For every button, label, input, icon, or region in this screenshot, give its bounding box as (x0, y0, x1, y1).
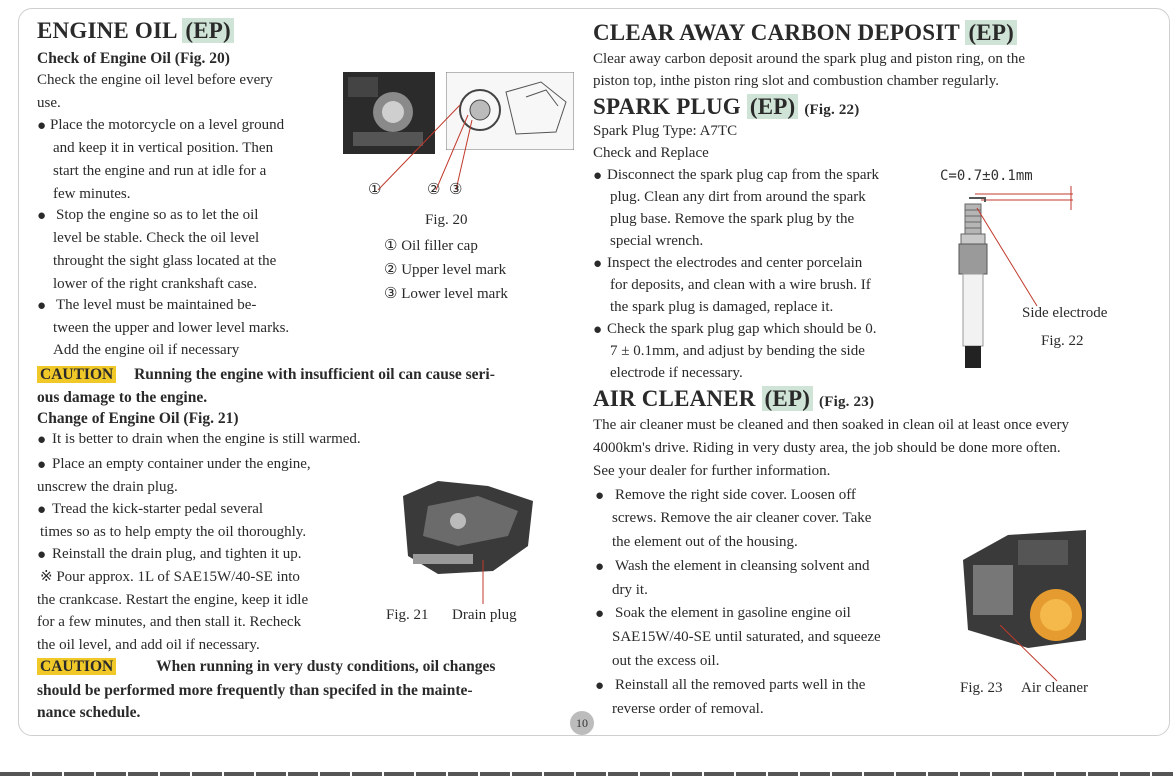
caution-label: CAUTION (37, 658, 116, 675)
air-bullet: dry it. (612, 582, 648, 598)
fig20-legend-item: ② Upper level mark (384, 262, 507, 278)
air-bullet: Reinstall all the removed parts well in the (615, 677, 866, 693)
ep-tag: (EP) (747, 94, 799, 119)
air-intro: The air cleaner must be cleaned and then soaked in clean oil at least once every (593, 417, 1070, 433)
bullet-icon: ● (37, 457, 47, 473)
spark-bullet: 7 ± 0.1mm, and adjust by bending the side (610, 343, 865, 359)
check-heading: Check of Engine Oil (Fig. 20) (37, 50, 230, 67)
air-cleaner-title: AIR CLEANER (EP) (Fig. 23) (593, 386, 875, 411)
bullet-icon: ● (593, 256, 603, 272)
change-note: the oil level, and add oil if necessary. (37, 637, 260, 653)
ep-tag: (EP) (965, 20, 1017, 45)
spark-bullet: Disconnect the spark plug cap from the spark (607, 167, 879, 183)
bullet-icon: ● (37, 208, 47, 224)
spark-plug-title: SPARK PLUG (EP) (Fig. 22) (593, 94, 860, 119)
bullet-icon: ● (595, 488, 605, 504)
spark-bullet: the spark plug is damaged, replace it. (610, 299, 834, 315)
spark-check: Check and Replace (593, 145, 709, 161)
bullet-icon: ● (595, 678, 605, 694)
page-number: 10 (570, 711, 594, 735)
change-heading: Change of Engine Oil (Fig. 21) (37, 410, 239, 427)
bullet-icon: ● (595, 559, 605, 575)
carbon-text: Clear away carbon deposit around the spark plug and piston ring, on the (593, 51, 1025, 67)
check-line: Check the engine oil level before every (37, 72, 273, 88)
ep-tag: (EP) (762, 386, 814, 411)
spark-bullet: plug. Clean any dirt from around the spark (610, 189, 866, 205)
engine-oil-title: ENGINE OIL (EP) (37, 18, 234, 44)
bullet-text: tween the upper and lower level marks. (53, 320, 290, 336)
air-bullet: Remove the right side cover. Loosen off (615, 487, 856, 503)
callout-2: ② (427, 182, 441, 198)
spark-bullet: special wrench. (610, 233, 704, 249)
change-bullet: Place an empty container under the engine, (52, 456, 311, 472)
callout-1: ① (368, 182, 382, 198)
carbon-text: piston top, inthe piston ring slot and combustion chamber regularly. (593, 73, 1000, 89)
bullet-icon: ● (37, 502, 47, 518)
spark-type: Spark Plug Type: A7TC (593, 123, 738, 139)
air-intro: See your dealer for further information. (593, 463, 831, 479)
bullet-text: start the engine and run at idle for a (53, 163, 267, 179)
bullet-icon: ● (593, 322, 603, 338)
change-bullet: times so as to help empty the oil thoroughly. (40, 524, 307, 540)
change-note: the crankcase. Restart the engine, keep it idle (37, 592, 309, 608)
air-bullet: Wash the element in cleansing solvent and (615, 558, 870, 574)
bullet-text: Place the motorcycle on a level ground (50, 117, 285, 133)
spark-bullet: Check the spark plug gap which should be 0. (607, 321, 877, 337)
caution-2-cont: nance schedule. (37, 704, 141, 721)
bullet-icon: ● (593, 168, 603, 184)
air-bullet: out the excess oil. (612, 653, 720, 669)
bullet-text: and keep it in vertical position. Then (53, 140, 274, 156)
fig23-label: Air cleaner (1021, 680, 1089, 696)
air-bullet: reverse order of removal. (612, 701, 764, 717)
fig20-caption: Fig. 20 (425, 212, 468, 228)
air-intro: 4000km's drive. Riding in very dusty area, the job should be done more often. (593, 440, 1061, 456)
fig20-leader-lines (360, 100, 580, 200)
bullet-text: Stop the engine so as to let the oil (56, 207, 259, 223)
check-line: use. (37, 95, 61, 111)
fig23-caption: Fig. 23 (960, 680, 1003, 696)
change-bullet: Tread the kick-starter pedal several (52, 501, 264, 517)
drain-plug-leader (478, 560, 488, 604)
spark-bullet: Inspect the electrodes and center porcelain (607, 255, 863, 271)
bullet-text: throught the sight glass located at the (53, 253, 277, 269)
change-note: for a few minutes, and then stall it. Recheck (37, 614, 302, 630)
spark-bullet: for deposits, and clean with a wire brush. If (610, 277, 871, 293)
bullet-text: Add the engine oil if necessary (53, 342, 240, 358)
bullet-icon: ● (37, 118, 47, 134)
air-bullet: screws. Remove the air cleaner cover. Take (612, 510, 872, 526)
air-bullet: the element out of the housing. (612, 534, 798, 550)
change-bullet: unscrew the drain plug. (37, 479, 178, 495)
bullet-icon: ● (595, 606, 605, 622)
fig20-legend-item: ① Oil filler cap (384, 238, 478, 254)
change-bullet: It is better to drain when the engine is still warmed. (52, 431, 361, 447)
air-bullet: Soak the element in gasoline engine oil (615, 605, 851, 621)
caution-label: CAUTION (37, 366, 116, 383)
bullet-icon: ● (37, 432, 47, 448)
air-bullet: SAE15W/40-SE until saturated, and squeeze (612, 629, 881, 645)
change-bullet: Reinstall the drain plug, and tighten it up. (52, 546, 302, 562)
side-electrode-label: Side electrode (1022, 305, 1108, 321)
bullet-text: lower of the right crankshaft case. (53, 276, 258, 292)
callout-3: ③ (449, 182, 463, 198)
fig20-legend-item: ③ Lower level mark (384, 286, 508, 302)
air-cleaner-leader (995, 625, 1065, 685)
caution-2: CAUTION When running in very dusty conditions, oil changes (37, 658, 495, 676)
fig22-caption: Fig. 22 (1041, 333, 1084, 349)
carbon-title: CLEAR AWAY CARBON DEPOSIT (EP) (593, 20, 1017, 46)
bullet-icon: ● (37, 298, 47, 314)
bullet-text: level be stable. Check the oil level (53, 230, 260, 246)
caution-2-cont: should be performed more frequently than specifed in the mainte- (37, 682, 473, 699)
fig21-caption: Fig. 21 (386, 607, 429, 623)
bullet-text: The level must be maintained be- (56, 297, 257, 313)
caution-1-cont: ous damage to the engine. (37, 389, 208, 406)
caution-1: CAUTION Running the engine with insufficient oil can cause seri- (37, 366, 495, 384)
spark-bullet: plug base. Remove the spark plug by the (610, 211, 855, 227)
ep-tag: (EP) (182, 18, 234, 43)
drain-plug-photo (398, 476, 536, 581)
bullet-text: few minutes. (53, 186, 131, 202)
spark-bullet: electrode if necessary. (610, 365, 743, 381)
change-note: ※ Pour approx. 1L of SAE15W/40-SE into (40, 569, 300, 585)
bottom-border (0, 772, 1173, 776)
gap-label: C=0.7±0.1mm (940, 168, 1033, 184)
bullet-icon: ● (37, 547, 47, 563)
fig21-label: Drain plug (452, 607, 517, 623)
